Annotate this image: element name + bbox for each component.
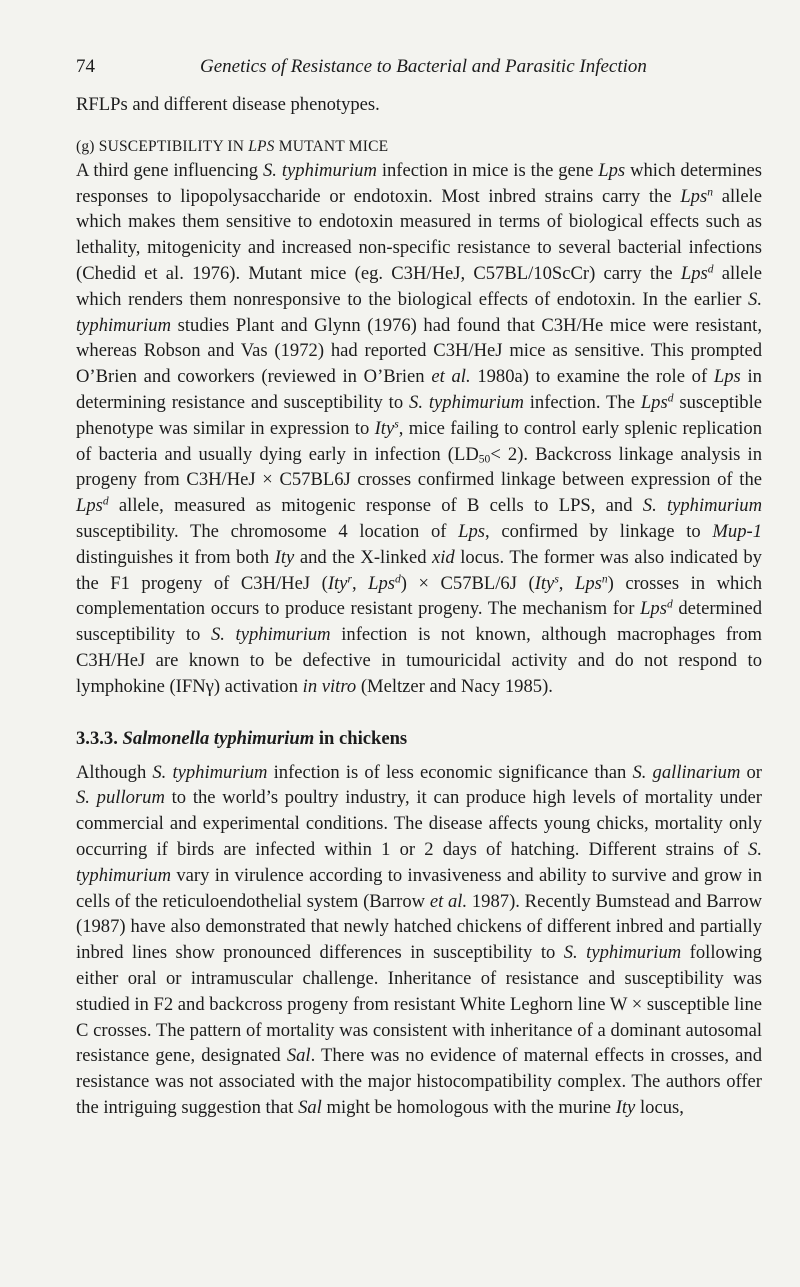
text-run: allele which makes them sensitive to endotoxin measured in terms of biological effects such as lethality, mitogenicity and increased non-specific resistance to several bacterial infections (Chedid et al. 1976). Mutant mice (eg. C3H/HeJ, C57BL/10ScCr) carry the xyxy=(76,185,762,284)
italic-abbrev: et al. xyxy=(429,890,468,912)
text-run: . There was no evidence of maternal effects in crosses, and resistance was not associated with the major histocompatibility complex. The authors offer the intriguing suggestion that xyxy=(76,1045,762,1118)
text-run: A third gene influencing xyxy=(76,159,263,181)
text-run: < 2). Backcross linkage analysis in progeny from C3H/HeJ × C57BL6J crosses confirmed linkage between expression of the xyxy=(76,443,762,491)
species-name: S. typhimurium xyxy=(642,495,762,517)
species-name: S. typhimurium xyxy=(210,624,331,646)
text-run: following either oral or intramuscular challenge. Inheritance of resistance and susceptibility was studied in F2 and backcross progeny from resistant White Leghorn line W × susceptible line C crosses. The pattern of mortality was consistent with inheritance of a dominant autosomal resistance gene, designated xyxy=(76,942,762,1067)
gene-name: Lps xyxy=(458,520,486,542)
text-run: , xyxy=(558,572,575,594)
gene-name: Lps xyxy=(598,159,626,181)
text-run: to the world’s poultry industry, it can produce high levels of mortality under commercial and experimental conditions. The disease affects young chicks, mortality only occurring if birds are infected within 1 or 2 days of hatching. Different strains of xyxy=(76,787,762,860)
species-name: S. typhimurium xyxy=(152,761,268,783)
text-run: 1980a) to examine the role of xyxy=(470,366,714,388)
allele-superscript: s xyxy=(554,573,559,586)
text-run: , mice failing to control early splenic replication of bacteria and usually dying early in infection (LD xyxy=(76,417,762,465)
text-run: allele, measured as mitogenic response of B cells to LPS, and xyxy=(108,495,643,517)
text-run: 1987). Recently Bumstead and Barrow (1987) have also demonstrated that newly hatched chickens of different inbred and partially inbred lines show pronounced differences in susceptibility to xyxy=(76,890,762,964)
allele-superscript: d xyxy=(707,263,714,276)
species-name: S. pullorum xyxy=(76,787,165,809)
allele-superscript: r xyxy=(347,573,352,586)
allele-superscript: d xyxy=(395,573,401,586)
text-run: or xyxy=(740,761,762,783)
text-run: studies Plant and Glynn (1976) had found that C3H/He mice were resistant, whereas Robson and Vas (1972) had reported C3H/HeJ mice as sensitive. This prompted O’Brien and coworkers (reviewed in O’Brien xyxy=(76,314,762,388)
gene-name: Lps xyxy=(76,495,103,517)
gene-name: Sal xyxy=(298,1096,322,1118)
text-run: locus, xyxy=(635,1096,684,1118)
italic-abbrev: et al. xyxy=(431,366,471,388)
gene-name: Ity xyxy=(534,572,555,594)
gene-name: Ity xyxy=(374,417,395,439)
allele-superscript: s xyxy=(394,418,399,431)
subsection-heading-g xyxy=(76,136,762,158)
species-name: S. typhimurium xyxy=(263,159,377,181)
text-run: susceptible phenotype was similar in expression to xyxy=(76,391,762,439)
gene-name: Lps xyxy=(574,572,602,594)
gene-name: Lps xyxy=(368,572,395,594)
section-number: 3.3.3. xyxy=(76,727,118,749)
gene-name: Lps xyxy=(640,598,667,620)
gene-name: Ity xyxy=(274,546,295,568)
species-name: S. typhimurium xyxy=(409,391,524,413)
allele-superscript: d xyxy=(667,392,674,405)
gene-name: Lps xyxy=(680,262,708,284)
allele-superscript: d xyxy=(666,599,673,612)
gene-name: Sal xyxy=(286,1045,311,1067)
text-run: vary in virulence according to invasiveness and ability to survive and grow in cells of the reticuloendothelial system (Barrow xyxy=(76,864,762,912)
gene-name: xid xyxy=(432,546,455,568)
text-run: infection in mice is the gene xyxy=(376,159,599,181)
gene-name: Lps xyxy=(680,185,708,207)
gene-name: Lps xyxy=(713,366,741,388)
running-head xyxy=(76,56,762,92)
text-run: allele which renders them nonresponsive to the biological effects of endotoxin. In the earlier xyxy=(76,262,762,310)
gene-name: Ity xyxy=(327,572,348,594)
page-number: 74 xyxy=(76,56,95,77)
allele-superscript: d xyxy=(102,495,109,508)
subsection-title-italic: LPS xyxy=(248,137,275,155)
text-run: ) crosses in which complementation occurs to produce resistant progeny. The mechanism for xyxy=(76,572,763,620)
subsection-label: (g) xyxy=(76,137,95,155)
text-run: might be homologous with the murine xyxy=(321,1096,616,1118)
text-run: infection is not known, although macrophages from C3H/HeJ are known to be defective in tumouricidal activity and do not respond to lymphokine (IFNγ) activation xyxy=(76,624,763,697)
gene-name: Ity xyxy=(615,1096,636,1118)
subsection-title-prefix: SUSCEPTIBILITY IN xyxy=(98,137,249,155)
text-run: ) × C57BL/6J ( xyxy=(400,572,535,594)
gene-name: Lps xyxy=(640,391,668,413)
species-name: S. gallinarium xyxy=(632,761,741,783)
text-run: distinguishes it from both xyxy=(76,546,275,568)
allele-superscript: n xyxy=(601,573,608,586)
species-name: S. typhimurium xyxy=(76,288,762,336)
section-title-italic: Salmonella typhimurium xyxy=(122,727,315,749)
allele-superscript: n xyxy=(707,186,713,199)
subsection-title-suffix: MUTANT MICE xyxy=(274,137,389,155)
running-title: Genetics of Resistance to Bacterial and Parasitic Infection xyxy=(200,56,647,77)
species-name: S. typhimurium xyxy=(563,942,682,964)
section-heading-3-3-3 xyxy=(76,726,762,752)
text-run: Although xyxy=(76,761,153,783)
gene-name: Mup-1 xyxy=(712,520,762,542)
text-run: locus. The former was also indicated by the F1 progeny of C3H/HeJ ( xyxy=(76,546,762,594)
subscript: 50 xyxy=(478,452,491,465)
text-run: , xyxy=(351,572,369,594)
section-title-suffix: in chickens xyxy=(314,727,408,749)
text-run: in determining resistance and susceptibility to xyxy=(76,366,762,413)
latin-phrase: in vitro xyxy=(302,675,357,697)
text-run: infection. The xyxy=(523,391,641,413)
text-run: infection is of less economic significance than xyxy=(267,761,633,783)
chickens-paragraph xyxy=(76,760,762,1121)
text-run: susceptibility. The chromosome 4 location of xyxy=(76,520,459,542)
text-run: determined susceptibility to xyxy=(76,598,762,646)
lps-paragraph xyxy=(76,158,762,700)
book-page xyxy=(76,56,762,1121)
intro-paragraph: RFLPs and different disease phenotypes. xyxy=(76,94,380,115)
text-run: , confirmed by linkage to xyxy=(485,520,713,542)
text-run: (Meltzer and Nacy 1985). xyxy=(356,675,553,697)
text-run: and the X-linked xyxy=(294,546,433,568)
text-run: which determines responses to lipopolysaccharide or endotoxin. Most inbred strains carry the xyxy=(76,159,762,207)
species-name: S. typhimurium xyxy=(76,838,762,886)
